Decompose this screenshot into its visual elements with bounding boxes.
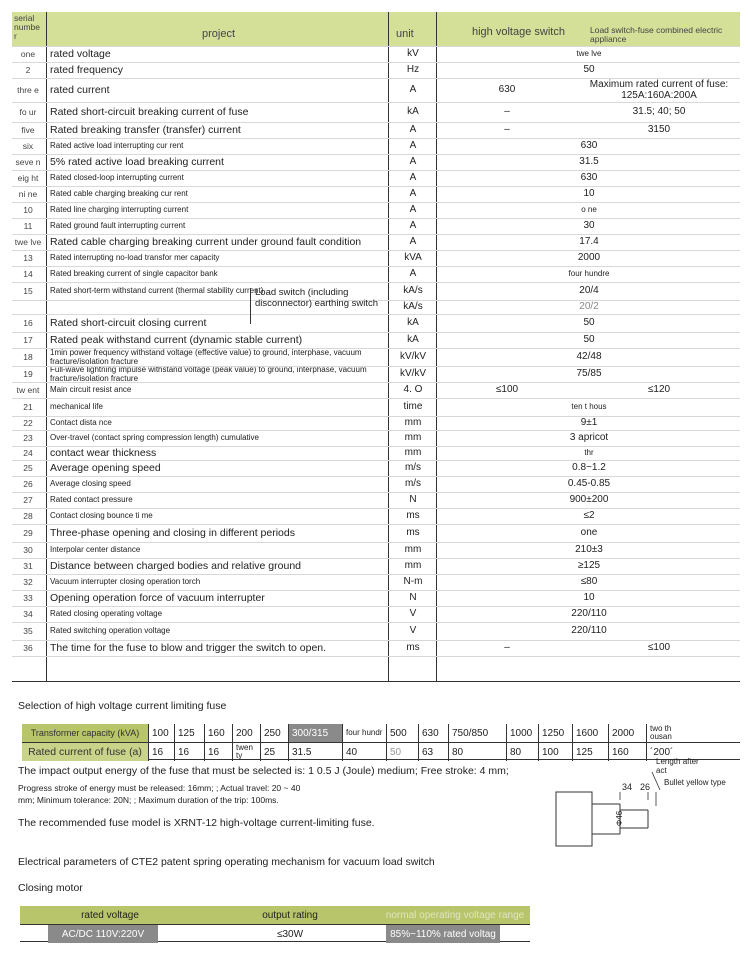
project-cell: Rated breaking transfer (transfer) current — [50, 123, 241, 136]
table-row — [12, 574, 740, 590]
serial-number-cell: five — [21, 125, 35, 136]
fuse-current-cell: 31.5 — [288, 743, 342, 761]
table-row — [12, 416, 740, 430]
capacity-cell: 250 — [260, 724, 288, 742]
project-cell: Rated cable charging breaking current under ground fault condition — [50, 235, 362, 248]
serial-number-cell: 23 — [23, 433, 33, 444]
header-serial: serial numbe r — [14, 13, 40, 41]
shared-value-cell: 20/4 — [579, 285, 599, 297]
unit-cell: ms — [406, 527, 420, 539]
shared-value-cell: 220/110 — [571, 608, 607, 620]
load-fuse-value-cell: 31.5; 40; 50 — [632, 106, 686, 118]
table-row — [12, 186, 740, 202]
unit-cell: Hz — [406, 64, 420, 76]
shared-value-cell: 900±200 — [569, 494, 609, 506]
table-row — [12, 202, 740, 218]
table-row — [12, 508, 740, 524]
unit-cell: V — [409, 608, 417, 620]
load-fuse-value-cell: ≤120 — [647, 384, 671, 396]
fuse-striker-svg — [550, 756, 740, 848]
project-cell: Rated active load interrupting cur rent — [50, 141, 184, 151]
unit-cell: mm — [404, 432, 422, 444]
recommended-fuse-note: The recommended fuse model is XRNT-12 high-voltage current-limiting fuse. — [18, 817, 375, 829]
shared-value-cell: one — [580, 527, 598, 539]
project-cell: Rated switching operation voltage — [50, 626, 171, 636]
serial-number-cell: 10 — [23, 205, 33, 216]
project-cell: Rated cable charging breaking cur rent — [50, 189, 188, 199]
project-cell: Rated short-term withstand current (thermal stability current) — [50, 286, 264, 296]
shared-value-cell: 10 — [583, 592, 595, 604]
fuse-section-heading: Selection of high voltage current limiting fuse — [18, 700, 227, 712]
table-row — [12, 622, 740, 640]
capacity-cell: 200 — [232, 724, 260, 742]
capacity-row — [22, 724, 740, 742]
unit-cell: A — [409, 236, 417, 248]
project-cell: Interpolar center distance — [50, 545, 141, 555]
table-row — [12, 476, 740, 492]
unit-cell: kVA — [404, 252, 422, 264]
shared-value-cell: four hundre — [568, 269, 610, 279]
cte2-heading: Electrical parameters of CTE2 patent spring operating mechanism for vacuum load switch — [18, 856, 435, 868]
table-header — [12, 12, 740, 46]
dimension-26-label: 26 — [640, 782, 651, 792]
project-cell: Contact closing bounce ti me — [50, 511, 153, 521]
serial-number-cell: 14 — [23, 269, 33, 280]
fuse-current-cell: 16 — [174, 743, 204, 761]
table-row — [12, 62, 740, 78]
serial-number-cell: eig ht — [17, 173, 39, 184]
serial-number-cell: 24 — [23, 448, 33, 459]
serial-number-cell: 25 — [23, 463, 33, 474]
hv-switch-value-cell: – — [504, 642, 510, 654]
table-row — [12, 542, 740, 558]
diameter-label: Φ46 — [615, 810, 625, 827]
project-cell: Rated ground fault interrupting current — [50, 221, 186, 231]
shared-value-cell: ≤2 — [583, 510, 595, 522]
unit-cell: kV/kV — [399, 368, 427, 380]
serial-number-cell — [12, 301, 44, 314]
unit-cell: A — [409, 172, 417, 184]
unit-cell: 4. O — [403, 384, 423, 396]
unit-cell: kA — [407, 317, 419, 329]
table-row — [12, 590, 740, 606]
project-cell: contact wear thickness — [50, 447, 157, 459]
capacity-cell: 300/315 — [288, 724, 342, 742]
shared-value-cell: 17.4 — [579, 236, 599, 248]
fuse-current-cell: twen ty — [232, 743, 260, 761]
serial-number-cell: one — [20, 49, 36, 60]
serial-number-cell: 18 — [23, 352, 33, 363]
project-cell: Rated short-circuit breaking current of fuse — [50, 105, 249, 118]
unit-cell: kV/kV — [399, 351, 427, 363]
project-cell: rated voltage — [50, 47, 111, 60]
project-cell: 5% rated active load breaking current — [50, 155, 224, 168]
unit-cell: mm — [404, 560, 422, 572]
load-fuse-value-cell: Maximum rated current of fuse: 125A:160A:200A — [589, 79, 729, 101]
fuse-current-cell: 25 — [260, 743, 288, 761]
shared-value-cell: 50 — [583, 64, 595, 76]
shared-value-cell: 0.8~1.2 — [572, 462, 606, 474]
capacity-cell: 2000 — [608, 724, 646, 742]
table-row — [12, 398, 740, 416]
serial-number-cell: 2 — [25, 65, 31, 76]
bullet-yellow-label: Bullet yellow type — [664, 778, 726, 787]
serial-number-cell: 31 — [23, 561, 33, 572]
motor-voltage-range-value: 85%~110% rated voltag — [386, 925, 500, 943]
table-row — [12, 78, 740, 102]
table-row — [12, 460, 740, 476]
motor-table-row — [20, 924, 530, 942]
shared-value-cell: twe lve — [576, 49, 602, 59]
serial-number-cell: 35 — [23, 626, 33, 637]
motor-header-rated-voltage: rated voltage — [81, 909, 139, 921]
serial-number-cell: 34 — [23, 609, 33, 620]
unit-cell: m/s — [404, 478, 422, 490]
capacity-cell: 1600 — [572, 724, 608, 742]
project-cell: mechanical life — [50, 402, 103, 412]
table-row — [12, 138, 740, 154]
project-cell: Rated peak withstand current (dynamic stable current) — [50, 333, 303, 346]
project-cell: Average closing speed — [50, 479, 131, 489]
unit-cell: A — [409, 268, 417, 280]
unit-cell: mm — [404, 544, 422, 556]
project-cell: Three-phase opening and closing in different periods — [50, 526, 295, 539]
serial-number-cell: twe lve — [14, 237, 42, 248]
capacity-cell: 125 — [174, 724, 204, 742]
project-cell: Average opening speed — [50, 461, 161, 474]
unit-cell: A — [409, 204, 417, 216]
project-cell: Rated contact pressure — [50, 495, 133, 505]
shared-value-cell: thr — [584, 448, 594, 458]
fuse-current-row-label: Rated current of fuse (a) — [22, 743, 148, 761]
serial-number-cell: seve n — [15, 157, 41, 168]
motor-table-header — [20, 906, 530, 924]
project-cell: Opening operation force of vacuum interrupter — [50, 591, 265, 604]
progress-stroke-note-1: Progress stroke of energy must be released: 16mm; ; Actual travel: 20 ~ 40 — [18, 783, 301, 793]
unit-cell: kA — [407, 334, 419, 346]
unit-cell: kV — [407, 48, 419, 60]
project-cell: Rated interrupting no-load transfor mer capacity — [50, 253, 220, 263]
serial-number-cell: 36 — [23, 643, 33, 654]
fuse-striker-drawing — [550, 756, 740, 848]
shared-value-cell: 0.45-0.85 — [567, 478, 611, 490]
table-row — [12, 154, 740, 170]
unit-cell: time — [403, 401, 423, 413]
serial-number-cell: tw ent — [16, 385, 40, 396]
shared-value-cell: 630 — [580, 140, 598, 152]
serial-number-cell: 22 — [23, 418, 33, 429]
table-row — [12, 218, 740, 234]
capacity-cell: 750/850 — [448, 724, 506, 742]
serial-number-cell: 17 — [23, 335, 33, 346]
table-row — [12, 122, 740, 138]
fuse-current-cell: 80 — [448, 743, 506, 761]
shared-value-cell: 630 — [580, 172, 598, 184]
impact-energy-note: The impact output energy of the fuse that must be selected is: 1 0.5 J (Joule) medium; Free stroke: 4 mm; — [18, 765, 509, 777]
length-after-act-label: Length after act — [656, 757, 699, 775]
serial-number-cell: 30 — [23, 545, 33, 556]
project-cell: Full-wave lightning impulse withstand voltage (peak value) to ground, interphase, vacuum fracture/isolation fracture — [50, 367, 367, 382]
serial-number-cell: fo ur — [19, 107, 37, 118]
capacity-cell: 630 — [418, 724, 448, 742]
fuse-current-cell: 50 — [386, 743, 418, 761]
table-row — [12, 558, 740, 574]
unit-cell: N-m — [403, 576, 423, 588]
unit-cell: ms — [406, 510, 420, 522]
unit-cell: A — [409, 84, 417, 96]
fuse-current-cell: 80 — [506, 743, 538, 761]
unit-cell: kA/s — [403, 301, 423, 313]
shared-value-cell: ≤80 — [580, 576, 598, 588]
table-row — [12, 348, 740, 366]
shared-value-cell: 50 — [583, 334, 595, 346]
unit-cell: m/s — [404, 462, 422, 474]
table-row — [12, 332, 740, 348]
unit-cell: N — [409, 592, 417, 604]
motor-header-output-rating: output rating — [262, 909, 318, 921]
project-cell: 1min power frequency withstand voltage (effective value) to ground, interphase, vacuum fracture/isolation fracture — [50, 349, 362, 366]
unit-cell: A — [409, 188, 417, 200]
progress-stroke-note-2: mm; Minimum tolerance: 20N; ; Maximum duration of the trip: 100ms. — [18, 795, 279, 805]
project-cell: Rated closed-loop interrupting current — [50, 173, 184, 183]
serial-number-cell: 21 — [23, 402, 33, 413]
project-cell: Rated closing operating voltage — [50, 609, 163, 619]
hv-switch-value-cell: – — [504, 124, 510, 136]
shared-value-cell: 9±1 — [580, 417, 598, 429]
shared-value-cell: 20/2 — [579, 301, 599, 313]
load-fuse-value-cell: 3150 — [647, 124, 671, 136]
project-cell: Rated short-circuit closing current — [50, 316, 207, 329]
fuse-selection-table — [22, 724, 740, 760]
header-hv-switch: high voltage switch — [472, 26, 565, 38]
table-row — [12, 606, 740, 622]
motor-output-rating-value: ≤30W — [276, 928, 304, 940]
table-row — [12, 170, 740, 186]
serial-number-cell: 15 — [23, 286, 33, 297]
fuse-current-cell: ´200´ — [646, 743, 680, 761]
serial-number-cell: 33 — [23, 593, 33, 604]
table-row — [12, 382, 740, 398]
table-row — [12, 492, 740, 508]
unit-cell: kA/s — [403, 285, 423, 297]
capacity-cell: 500 — [386, 724, 418, 742]
shared-value-cell: 3 apricot — [569, 432, 609, 444]
load-fuse-value-cell: ≤100 — [647, 642, 671, 654]
shared-value-cell: 2000 — [577, 252, 601, 264]
unit-cell: A — [409, 156, 417, 168]
shared-value-cell: 210±3 — [575, 544, 603, 556]
serial-number-cell: 27 — [23, 495, 33, 506]
fuse-current-cell: 100 — [538, 743, 572, 761]
serial-number-cell: 29 — [23, 528, 33, 539]
hv-switch-value-cell: – — [504, 106, 510, 118]
capacity-cell: 1250 — [538, 724, 572, 742]
capacity-cell: two th ousan — [646, 724, 680, 742]
hv-switch-value-cell: ≤100 — [495, 384, 519, 396]
unit-cell: A — [409, 124, 417, 136]
header-unit: unit — [396, 28, 414, 40]
serial-number-cell: six — [22, 141, 34, 152]
project-cell: Over-travel (contact spring compression length) cumulative — [50, 433, 259, 443]
motor-table — [20, 906, 530, 942]
fuse-current-cell: 16 — [148, 743, 174, 761]
capacity-cell: four hundr — [342, 724, 386, 742]
unit-cell: ms — [406, 642, 420, 654]
table-row — [12, 430, 740, 446]
shared-value-cell: 220/110 — [571, 625, 607, 637]
unit-cell: V — [409, 625, 417, 637]
fuse-current-cell: 40 — [342, 743, 386, 761]
project-cell: Main circuit resist ance — [50, 385, 132, 395]
table-row — [12, 524, 740, 542]
sub-group-label: Load switch (including disconnector) earthing switch — [250, 288, 386, 324]
project-cell: The time for the fuse to blow and trigger the switch to open. — [50, 641, 327, 654]
unit-cell: A — [409, 220, 417, 232]
serial-number-cell: 13 — [23, 253, 33, 264]
unit-cell: A — [409, 140, 417, 152]
motor-rated-voltage-value: AC/DC 110V:220V — [48, 925, 158, 943]
project-cell: Rated breaking current of single capacitor bank — [50, 269, 218, 279]
serial-number-cell: thre e — [17, 85, 39, 96]
project-cell: rated frequency — [50, 63, 123, 76]
fuse-current-cell: 63 — [418, 743, 448, 761]
serial-number-cell: ni ne — [18, 189, 38, 200]
capacity-row-label: Transformer capacity (kVA) — [22, 724, 148, 742]
header-project: project — [202, 28, 236, 40]
motor-header-voltage-range: normal operating voltage range — [385, 909, 525, 921]
project-cell: Contact dista nce — [50, 418, 112, 428]
serial-number-cell: 32 — [23, 577, 33, 588]
serial-number-cell: 19 — [23, 369, 33, 380]
table-row — [12, 366, 740, 382]
fuse-current-cell: 16 — [204, 743, 232, 761]
table-row — [12, 46, 740, 62]
project-cell: Rated line charging interrupting current — [50, 205, 189, 215]
serial-number-cell: 11 — [23, 221, 33, 232]
hv-switch-value-cell: 630 — [498, 84, 516, 96]
capacity-cell: 100 — [148, 724, 174, 742]
header-load-fuse: Load switch-fuse combined electric appliance — [590, 25, 723, 45]
unit-cell: kA — [407, 106, 419, 118]
project-cell: rated current — [50, 83, 110, 96]
table-row — [12, 102, 740, 122]
shared-value-cell: ten t hous — [571, 402, 607, 412]
shared-value-cell: o ne — [581, 205, 597, 215]
shared-value-cell: 31.5 — [579, 156, 599, 168]
shared-value-cell: 10 — [583, 188, 595, 200]
capacity-cell: 1000 — [506, 724, 538, 742]
serial-number-cell: 28 — [23, 511, 33, 522]
closing-motor-heading: Closing motor — [18, 882, 83, 894]
shared-value-cell: 50 — [583, 317, 595, 329]
unit-cell: N — [409, 494, 417, 506]
table-row — [12, 266, 740, 282]
fuse-current-cell: 125 — [572, 743, 608, 761]
serial-number-cell: 26 — [23, 479, 33, 490]
shared-value-cell: 30 — [583, 220, 595, 232]
table-row — [12, 640, 740, 656]
parameter-table — [12, 12, 740, 682]
table-row — [12, 656, 740, 657]
shared-value-cell: 75/85 — [576, 368, 602, 380]
shared-value-cell: ≥125 — [577, 560, 601, 572]
fuse-current-cell: 160 — [608, 743, 646, 761]
serial-number-cell: 16 — [23, 318, 33, 329]
project-cell: Distance between charged bodies and relative ground — [50, 559, 302, 572]
shared-value-cell: 42/48 — [576, 351, 602, 363]
table-row — [12, 446, 740, 460]
project-cell: Vacuum interrupter closing operation torch — [50, 577, 201, 587]
table-row — [12, 250, 740, 266]
unit-cell: mm — [404, 447, 422, 459]
unit-cell: mm — [404, 417, 422, 429]
capacity-cell: 160 — [204, 724, 232, 742]
table-row — [12, 234, 740, 250]
dimension-34-label: 34 — [622, 782, 633, 792]
